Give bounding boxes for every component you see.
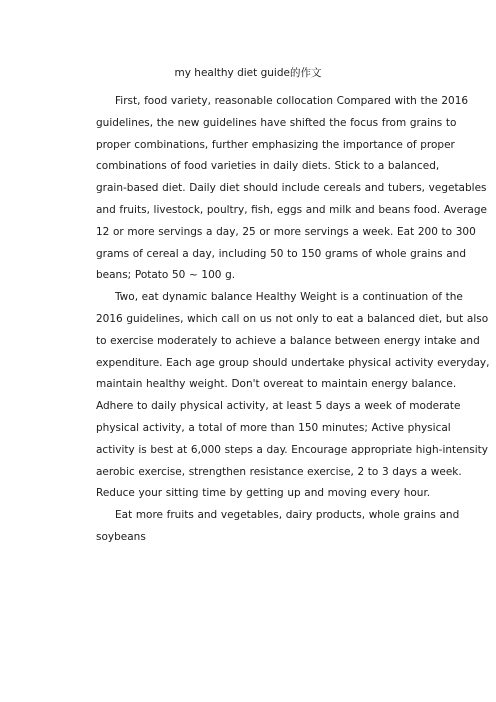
text-line: maintain healthy weight. Don't overeat to maintain energy balance. <box>96 378 457 391</box>
text-line: aerobic exercise, strengthen resistance exercise, 2 to 3 days a week. <box>96 465 462 478</box>
text-line: proper combinations, further emphasizing the importance of proper <box>96 138 455 151</box>
document-body <box>75 91 490 549</box>
text-line: and fruits, livestock, poultry, fish, eggs and milk and beans food. Average <box>96 203 487 216</box>
text-line: Two, eat dynamic balance Healthy Weight is a continuation of the <box>115 291 463 304</box>
text-line: Eat more fruits and vegetables, dairy products, whole grains and <box>115 509 460 522</box>
text-line: 12 or more servings a day, 25 or more servings a week. Eat 200 to 300 <box>96 225 476 238</box>
text-line: 2016 guidelines, which call on us not only to eat a balanced diet, but also <box>96 312 489 325</box>
paragraph-dynamic-balance <box>75 287 490 505</box>
text-line: to exercise moderately to achieve a balance between energy intake and <box>96 334 480 347</box>
text-line: combinations of food varieties in daily diets. Stick to a balanced, <box>96 160 440 173</box>
text-line: Reduce your sitting time by getting up and moving every hour. <box>96 487 431 500</box>
text-line: guidelines, the new guidelines have shifted the focus from grains to <box>96 116 457 129</box>
text-line: First, food variety, reasonable collocation Compared with the 2016 <box>115 95 469 107</box>
text-line: expenditure. Each age group should undertake physical activity everyday, <box>96 356 490 369</box>
text-line: Adhere to daily physical activity, at least 5 days a week of moderate <box>96 400 461 413</box>
text-line: activity is best at 6,000 steps a day. Encourage appropriate high-intensity <box>96 443 488 456</box>
paragraph-fruits-vegetables <box>75 505 460 549</box>
text-line: grams of cereal a day, including 50 to 150 grams of whole grains and <box>96 247 466 260</box>
text-line: physical activity, a total of more than 150 minutes; Active physical <box>96 421 451 434</box>
document-title: my healthy diet guide的作文 <box>174 67 322 79</box>
paragraph-food-variety <box>75 91 487 287</box>
text-line: beans; Potato 50 ~ 100 g. <box>96 269 236 282</box>
text-line: grain-based diet. Daily diet should include cereals and tubers, vegetables <box>96 182 487 195</box>
text-line: soybeans <box>96 530 146 543</box>
